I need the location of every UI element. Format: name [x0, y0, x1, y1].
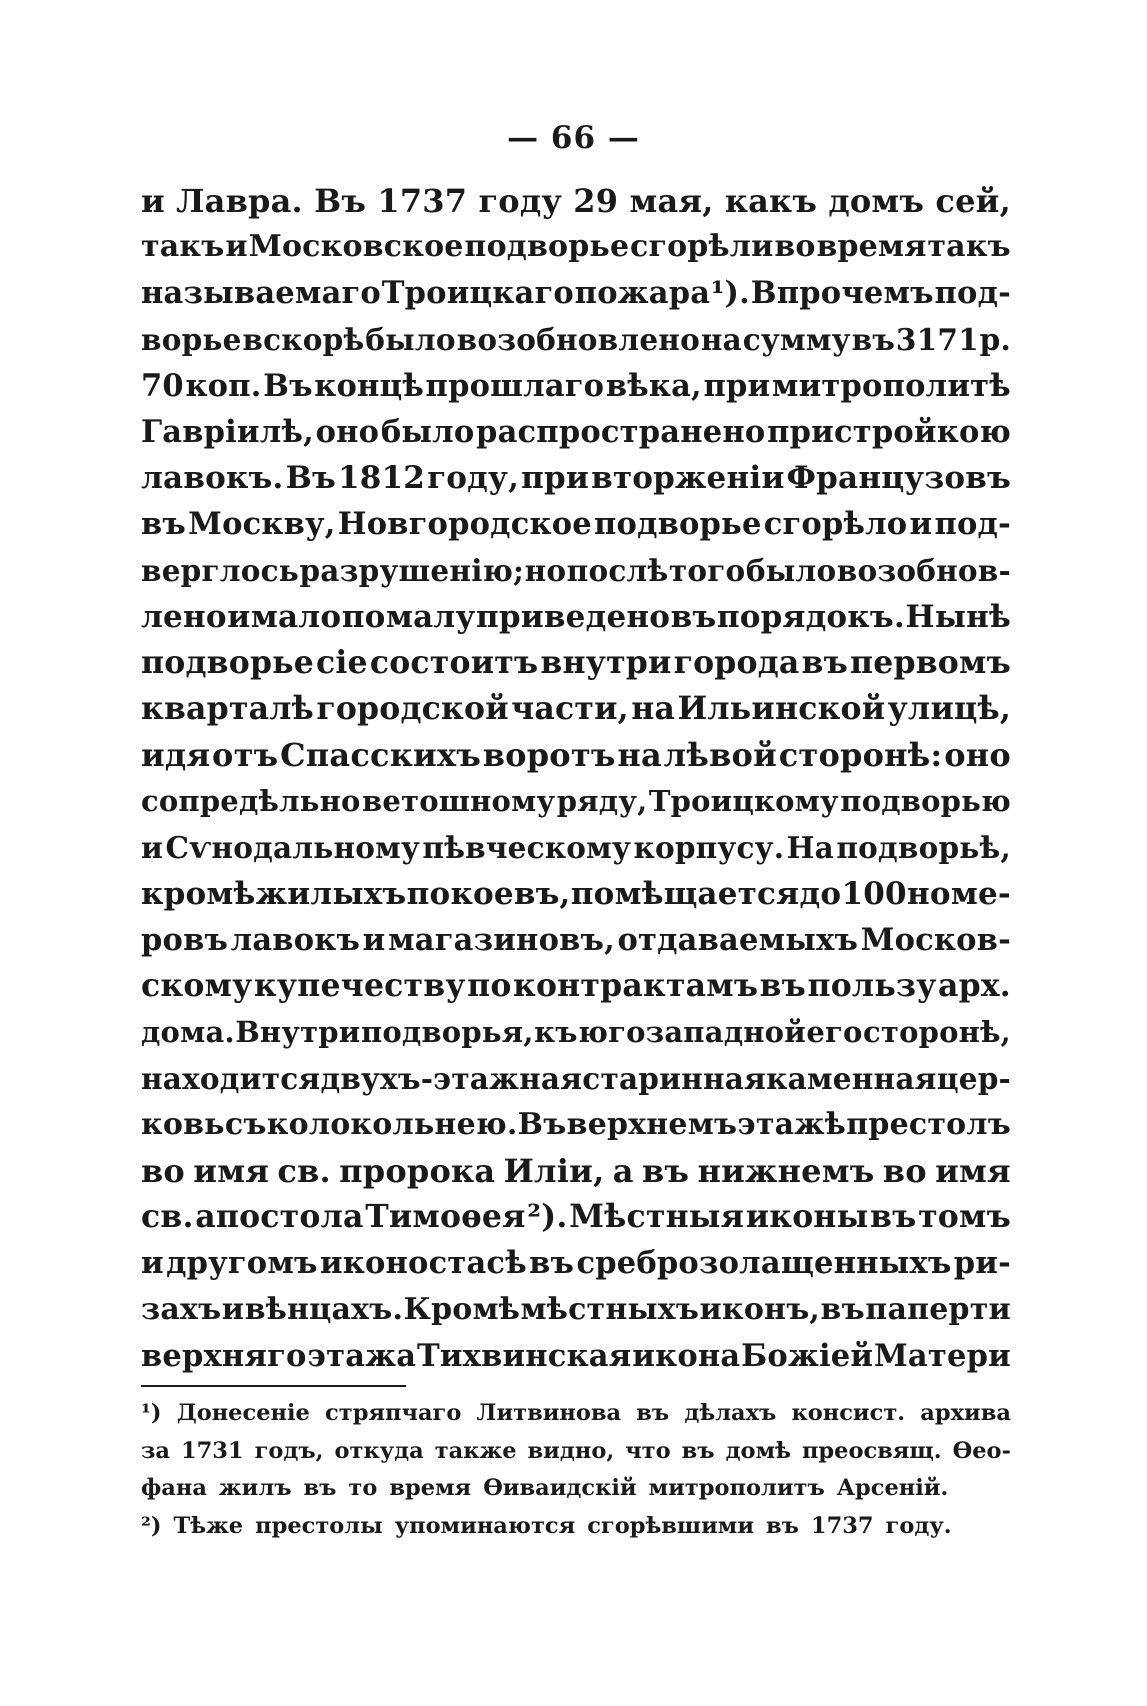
text-line: и Лавра. Въ 1737 году 29 мая, какъ домъ сей, [141, 182, 1011, 220]
text-line: верхняго этажа Тихвинская икона Божіей Матери [141, 1337, 1011, 1374]
text-line: верглось разрушенію; но послѣ того было возобнов- [141, 552, 1011, 588]
text-line: кромѣ жилыхъ покоевъ, помѣщается до 100 номе- [141, 875, 1011, 912]
text-line: лавокъ. Въ 1812 году, при вторженіи Французовъ [141, 460, 1011, 497]
text-line: захъ и вѣнцахъ. Кромѣ мѣстныхъ иконъ, въ паперти [141, 1291, 1011, 1327]
text-line: св. апостола Тимоѳея ²). Мѣстныя иконы въ томъ [141, 1198, 1011, 1236]
text-line: сопредѣльно ветошному ряду, Троицкому подворью [141, 784, 1011, 819]
footnote-line: ²) Тѣже престолы упоминаются сгорѣвшими въ 1737 году. [141, 1512, 952, 1539]
footnote-line: за 1731 годъ, откуда также видно, что въ домѣ преосвящ. Ѳео- [141, 1437, 1011, 1464]
text-line: дома. Внутри подворья, къ югозападной его сторонѣ, [141, 1015, 1011, 1050]
text-line: подворье сіе состоитъ внутри города въ первомъ [141, 643, 1011, 681]
text-line: кварталѣ городской части, на Ильинской улицѣ, [141, 690, 1011, 728]
footnotes [141, 1395, 1011, 1545]
footnote-line: фана жилъ въ то время Ѳиваидскій митрополитъ Арсеній. [141, 1475, 949, 1501]
text-line: такъ и Московское подворье сгорѣли во время такъ [141, 229, 1011, 265]
text-line: называемаго Троицкаго пожара ¹). Впрочемъ под- [141, 275, 1011, 312]
text-line: скому купечеству по контрактамъ въ пользу арх. [141, 967, 1011, 1005]
text-line: Гавріилѣ, оно было распространено пристройкою [141, 413, 1011, 450]
body-text [141, 178, 1011, 1379]
text-line: 70 коп. Въ концѣ прошлаго вѣка, при митрополитѣ [141, 367, 1011, 404]
text-line: во имя св. пророка Иліи, а въ нижнемъ во имя [141, 1151, 1011, 1190]
text-line: лено и мало по малу приведено въ порядокъ. Нынѣ [141, 598, 1011, 635]
text-line: и Сѵнодальному пѣвческому корпусу. На подворьѣ, [141, 829, 1011, 865]
text-line: и другомъ иконостасѣ въ среброзолащенныхъ ри- [141, 1245, 1011, 1282]
text-line: ровъ лавокъ и магазиновъ, отдаваемыхъ Москов- [141, 922, 1011, 958]
page-number: — 66 — [507, 120, 640, 156]
text-line: ковь съ колокольнею. Въ верхнемъ этажѣ престолъ [141, 1106, 1011, 1142]
text-line: ворье вскорѣ было возобновлено на сумму въ 3171 р. [141, 321, 1011, 357]
footnote-divider [141, 1385, 406, 1387]
footnote-line: ¹) Донесеніе стряпчаго Литвинова въ дѣлахъ консист. архива [141, 1400, 1011, 1426]
text-line: находится двухъ-этажная старинная каменная цер- [141, 1060, 1011, 1096]
text-line: идя отъ Спасскихъ воротъ на лѣвой сторонѣ: оно [141, 736, 1011, 775]
text-line: въ Москву, Новгородское подворье сгорѣло и под- [141, 506, 1011, 543]
